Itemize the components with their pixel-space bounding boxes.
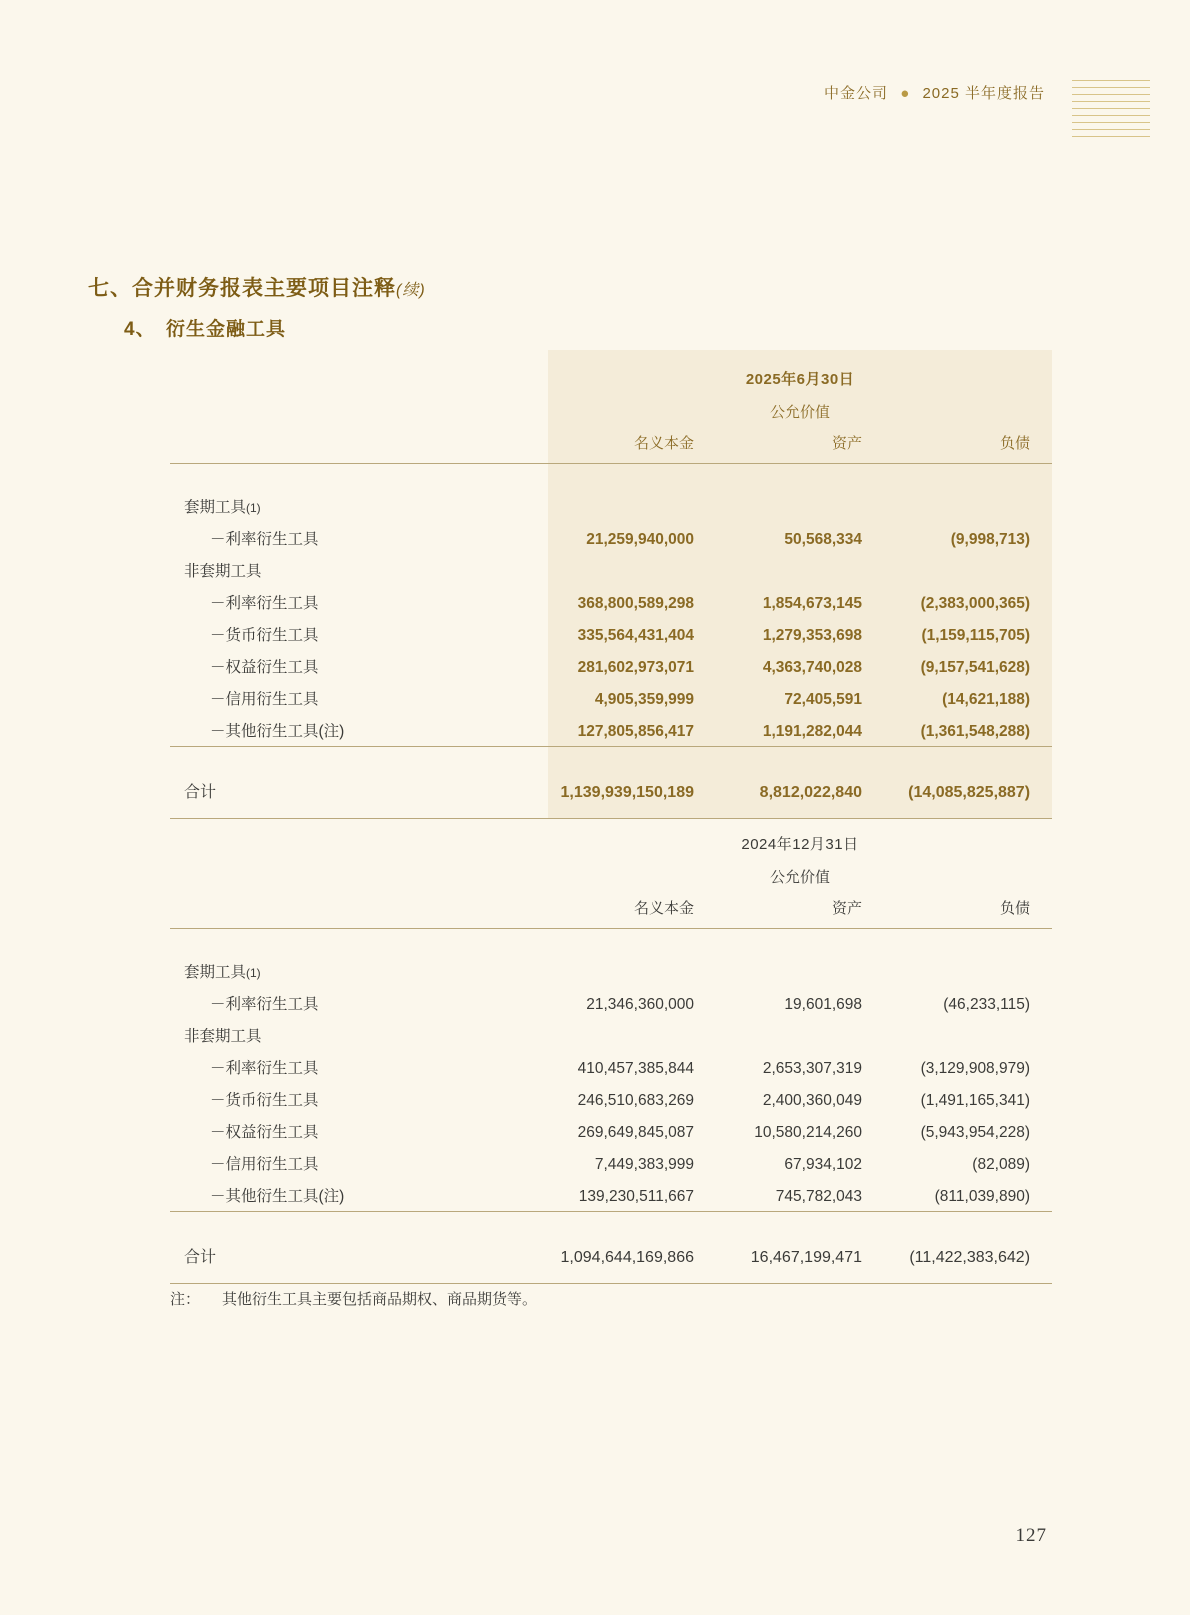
row-label: －信用衍生工具 [210, 1156, 319, 1173]
table-header-fv-row [170, 862, 1052, 893]
row-value-liability [884, 1019, 1052, 1051]
row-value-liability: (1,361,548,288) [884, 714, 1052, 746]
header-fair-value: 公允价值 [548, 397, 1052, 428]
row-value-liability: (1,491,165,341) [920, 1092, 1031, 1109]
row-label [170, 955, 548, 987]
table-header-fv-row [170, 397, 1052, 428]
subsection-title [124, 314, 286, 341]
row-label: －权益衍生工具 [210, 659, 319, 676]
row-value-notional: 139,230,511,667 [578, 1188, 694, 1205]
table-row [170, 490, 1052, 522]
row-value-asset: 2,400,360,049 [762, 1092, 862, 1109]
table-header-columns-row [170, 893, 1052, 928]
table-row [170, 554, 1052, 586]
row-value-asset [716, 955, 884, 987]
row-value-notional [548, 1019, 716, 1051]
total-value-liability: (14,085,825,887) [884, 767, 1052, 818]
footnote [170, 1288, 537, 1309]
row-label: 非套期工具 [184, 1028, 262, 1045]
table-row [170, 586, 1052, 618]
row-value-liability: (9,157,541,628) [884, 650, 1052, 682]
row-value-asset [716, 1019, 884, 1051]
row-value-asset: 1,854,673,145 [716, 586, 884, 618]
header-separator: ● [900, 85, 911, 102]
row-value-liability: (3,129,908,979) [920, 1060, 1031, 1077]
column-header-asset: 资产 [831, 900, 862, 917]
row-value-notional: 368,800,589,298 [548, 586, 716, 618]
table-row [170, 987, 1052, 1019]
total-value-asset: 8,812,022,840 [716, 767, 884, 818]
row-label [170, 490, 548, 522]
row-label-text: 套期工具 [184, 964, 247, 981]
row-value-notional: 21,259,940,000 [548, 522, 716, 554]
row-label: －信用衍生工具 [210, 691, 319, 708]
row-value-asset: 1,279,353,698 [716, 618, 884, 650]
table-row [170, 522, 1052, 554]
header-fair-value: 公允价值 [770, 869, 831, 886]
row-value-liability [884, 490, 1052, 522]
row-label: －利率衍生工具 [210, 1060, 319, 1077]
row-value-notional: 410,457,385,844 [577, 1060, 694, 1077]
row-value-asset: 19,601,698 [784, 996, 862, 1013]
page-header [824, 82, 1045, 103]
row-label: －利率衍生工具 [210, 996, 319, 1013]
table-total-row [170, 767, 1052, 818]
row-value-liability: (9,998,713) [884, 522, 1052, 554]
spacer [170, 1212, 1052, 1233]
spacer [170, 929, 1052, 956]
spacer [170, 747, 1052, 768]
total-label: 合计 [184, 1249, 217, 1266]
row-label: －货币衍生工具 [210, 627, 319, 644]
table-total-row [170, 1232, 1052, 1283]
row-value-asset: 10,580,214,260 [754, 1124, 862, 1141]
table-header-columns-row [170, 428, 1052, 463]
row-label-sup: (1) [246, 966, 261, 980]
row-value-notional: 269,649,845,087 [577, 1124, 694, 1141]
row-value-liability: (82,089) [972, 1156, 1031, 1173]
header-report: 2025 半年度报告 [922, 85, 1045, 102]
table-row [170, 650, 1052, 682]
total-value-liability: (11,422,383,642) [909, 1249, 1031, 1266]
row-value-liability: (14,621,188) [884, 682, 1052, 714]
row-value-liability: (811,039,890) [934, 1188, 1031, 1205]
row-label: －权益衍生工具 [210, 1124, 319, 1141]
subsection-label: 衍生金融工具 [166, 319, 287, 340]
header-company: 中金公司 [824, 85, 889, 102]
row-label: －货币衍生工具 [210, 1092, 319, 1109]
column-header-notional: 名义本金 [548, 428, 716, 463]
footnote-label: 注： [170, 1291, 201, 1308]
row-value-notional [548, 955, 716, 987]
row-value-liability [884, 955, 1052, 987]
header-date: 2024年12月31日 [741, 836, 859, 853]
row-value-asset: 2,653,307,319 [762, 1060, 862, 1077]
row-value-asset: 4,363,740,028 [716, 650, 884, 682]
section-title [88, 272, 426, 302]
row-value-liability: (5,943,954,228) [920, 1124, 1031, 1141]
column-header-notional: 名义本金 [633, 900, 694, 917]
table-row [170, 955, 1052, 987]
table-row [170, 714, 1052, 746]
table-row [170, 1179, 1052, 1211]
row-value-notional: 7,449,383,999 [594, 1156, 694, 1173]
row-value-asset [716, 554, 884, 586]
row-value-liability: (1,159,115,705) [884, 618, 1052, 650]
row-value-notional: 21,346,360,000 [586, 996, 694, 1013]
row-value-notional [548, 554, 716, 586]
page-number: 127 [1015, 1525, 1047, 1546]
column-header-asset: 资产 [716, 428, 884, 463]
spacer [170, 464, 1052, 491]
derivatives-table-prior-period [170, 815, 1048, 1284]
table-row [170, 1019, 1052, 1051]
table [170, 815, 1052, 1284]
corner-decoration-lines [1072, 80, 1150, 142]
row-value-notional: 281,602,973,071 [548, 650, 716, 682]
row-label: 非套期工具 [184, 563, 262, 580]
table-row [170, 1083, 1052, 1115]
subsection-number: 4、 [124, 319, 156, 340]
table-row [170, 1115, 1052, 1147]
row-value-notional [548, 490, 716, 522]
table [170, 350, 1052, 819]
row-label: －利率衍生工具 [210, 595, 319, 612]
table-row [170, 682, 1052, 714]
row-label: －其他衍生工具(注) [210, 1188, 345, 1205]
table-row [170, 1147, 1052, 1179]
row-value-asset: 1,191,282,044 [716, 714, 884, 746]
row-value-asset: 745,782,043 [775, 1188, 862, 1205]
row-value-notional: 335,564,431,404 [548, 618, 716, 650]
row-value-notional: 246,510,683,269 [577, 1092, 694, 1109]
footnote-text: 其他衍生工具主要包括商品期权、商品期货等。 [222, 1291, 538, 1308]
row-label-text: 套期工具 [184, 499, 247, 516]
row-value-liability [884, 554, 1052, 586]
row-value-asset: 67,934,102 [784, 1156, 862, 1173]
total-value-notional: 1,139,939,150,189 [548, 767, 716, 818]
column-header-liability: 负债 [884, 428, 1052, 463]
section-title-text: 七、合并财务报表主要项目注释 [88, 277, 396, 300]
total-value-notional: 1,094,644,169,866 [560, 1249, 694, 1266]
table-header-date-row [170, 350, 1052, 397]
row-value-notional: 4,905,359,999 [548, 682, 716, 714]
row-value-asset: 50,568,334 [716, 522, 884, 554]
table-header-date-row [170, 815, 1052, 862]
table-row [170, 1051, 1052, 1083]
row-value-notional: 127,805,856,417 [548, 714, 716, 746]
column-header-liability: 负债 [1000, 900, 1031, 917]
section-title-continued: (续) [396, 282, 426, 299]
bottom-rule [170, 1283, 1052, 1284]
total-label: 合计 [184, 784, 217, 801]
total-value-asset: 16,467,199,471 [750, 1249, 862, 1266]
row-value-asset: 72,405,591 [716, 682, 884, 714]
row-value-liability: (2,383,000,365) [884, 586, 1052, 618]
row-label-sup: (1) [246, 501, 261, 515]
row-label: －利率衍生工具 [210, 531, 319, 548]
derivatives-table-current-period [170, 350, 1048, 819]
header-date: 2025年6月30日 [548, 350, 1052, 397]
table-row [170, 618, 1052, 650]
row-value-asset [716, 490, 884, 522]
row-label: －其他衍生工具(注) [210, 723, 345, 740]
row-value-liability: (46,233,115) [943, 996, 1031, 1013]
